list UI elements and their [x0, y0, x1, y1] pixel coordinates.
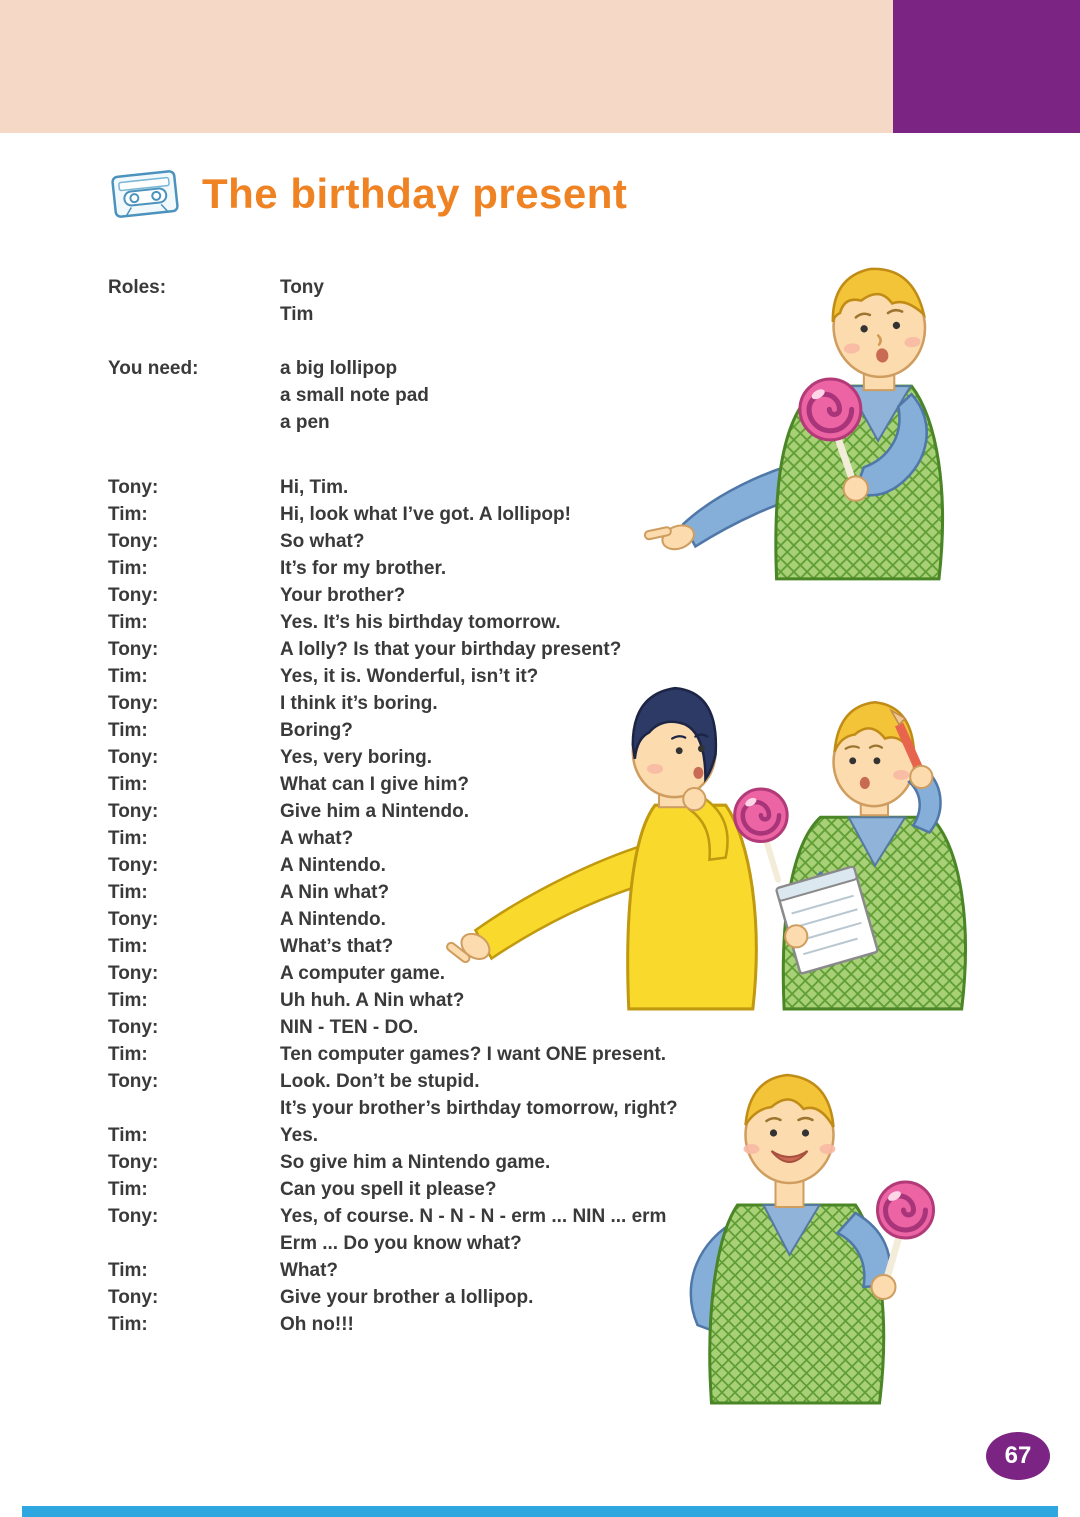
dialogue-line: Give him a Nintendo.: [280, 801, 469, 822]
dialogue-line: Boring?: [280, 720, 353, 741]
dialogue-line: Look. Don’t be stupid.: [280, 1071, 480, 1092]
role-name: Tim: [280, 304, 314, 325]
dialogue-line: Oh no!!!: [280, 1314, 354, 1335]
dialogue-line: Erm ... Do you know what?: [280, 1233, 522, 1254]
speaker-name: Tony:: [108, 477, 159, 498]
dialogue-line: Yes. It’s his birthday tomorrow.: [280, 612, 561, 633]
dialogue-line: Yes.: [280, 1125, 319, 1146]
speaker-name: Tony:: [108, 693, 159, 714]
speaker-name: Tim:: [108, 936, 148, 957]
speaker-name: Tim:: [108, 990, 148, 1011]
speaker-name: Tony:: [108, 585, 159, 606]
dialogue-row: [108, 609, 748, 636]
speaker-name: Tim:: [108, 504, 148, 525]
dialogue-line: So give him a Nintendo game.: [280, 1152, 551, 1173]
dialogue-line: Yes, it is. Wonderful, isn’t it?: [280, 666, 539, 687]
dialogue-line: What can I give him?: [280, 774, 469, 795]
boy-tim-writing: [776, 702, 965, 1009]
speaker-name: Tim:: [108, 720, 148, 741]
speaker-name: Tony:: [108, 1017, 159, 1038]
speaker-name: Tony:: [108, 747, 159, 768]
title-row: [110, 168, 627, 220]
dialogue-line: Ten computer games? I want ONE present.: [280, 1044, 667, 1065]
boy-tim: [691, 1075, 934, 1403]
dialogue-line: What?: [280, 1260, 339, 1281]
dialogue-line: Your brother?: [280, 585, 406, 606]
dialogue-line: Hi, look what I’ve got. A lollipop!: [280, 504, 571, 525]
page-title: The birthday present: [202, 170, 628, 217]
you-need-item: a small note pad: [280, 385, 429, 406]
dialogue-row: [108, 636, 748, 663]
speaker-name: Tim:: [108, 558, 148, 579]
page-number-badge: [986, 1432, 1050, 1480]
illustration-boy-lollipop-top: [620, 242, 990, 587]
dialogue-line: A Nintendo.: [280, 855, 386, 876]
speaker-name: Tim:: [108, 774, 148, 795]
dialogue-line: A lolly? Is that your birthday present?: [280, 639, 622, 660]
illustration-boy-lollipop-bottom: [635, 1035, 1000, 1410]
speaker-name: [108, 1095, 280, 1122]
speaker-name: Tim:: [108, 1314, 148, 1335]
dialogue-line: So what?: [280, 531, 365, 552]
speaker-name: Tim:: [108, 1260, 148, 1281]
speaker-name: Tim:: [108, 1179, 148, 1200]
speaker-name: Tony:: [108, 909, 159, 930]
dialogue-line: Give your brother a lollipop.: [280, 1287, 534, 1308]
role-name: Tony: [280, 277, 324, 298]
boy-tim: [644, 264, 942, 579]
you-need-label: You need:: [108, 358, 199, 379]
cassette-tape-icon: [110, 168, 180, 220]
dialogue-line: I think it’s boring.: [280, 693, 438, 714]
footer-bar: [22, 1506, 1058, 1517]
you-need-item: a pen: [280, 412, 330, 433]
dialogue-line: What’s that?: [280, 936, 394, 957]
speaker-name: Tony:: [108, 1287, 159, 1308]
you-need-item: a big lollipop: [280, 358, 398, 379]
speaker-name: [108, 1230, 280, 1257]
speaker-name: Tony:: [108, 855, 159, 876]
speaker-name: Tim:: [108, 666, 148, 687]
dialogue-line: Yes, of course. N - N - N - erm ... NIN ... erm: [280, 1206, 667, 1227]
speaker-name: Tony:: [108, 1152, 159, 1173]
dialogue-line: It’s your brother’s birthday tomorrow, right?: [280, 1098, 678, 1119]
top-banner-purple-block: [893, 0, 1080, 133]
boy-tony: [445, 688, 756, 1009]
roles-label: Roles:: [108, 277, 167, 298]
speaker-name: Tony:: [108, 531, 159, 552]
dialogue-line: Hi, Tim.: [280, 477, 349, 498]
dialogue-line: A what?: [280, 828, 354, 849]
speaker-name: Tim:: [108, 828, 148, 849]
dialogue-line: A computer game.: [280, 963, 446, 984]
speaker-name: Tony:: [108, 1071, 159, 1092]
speaker-name: Tim:: [108, 612, 148, 633]
speaker-name: Tim:: [108, 1125, 148, 1146]
dialogue-line: Can you spell it please?: [280, 1179, 497, 1200]
illustration-two-boys: [425, 665, 1000, 1020]
speaker-name: Tim:: [108, 1044, 148, 1065]
page-number: 67: [1004, 1442, 1032, 1469]
speaker-name: Tim:: [108, 882, 148, 903]
top-banner: [0, 0, 893, 133]
dialogue-line: It’s for my brother.: [280, 558, 447, 579]
dialogue-line: A Nin what?: [280, 882, 390, 903]
speaker-name: Tony:: [108, 963, 159, 984]
dialogue-line: Yes, very boring.: [280, 747, 433, 768]
dialogue-line: Uh huh. A Nin what?: [280, 990, 465, 1011]
dialogue-line: NIN - TEN - DO.: [280, 1017, 419, 1038]
dialogue-line: A Nintendo.: [280, 909, 386, 930]
speaker-name: Tony:: [108, 801, 159, 822]
speaker-name: Tony:: [108, 639, 159, 660]
speaker-name: Tony:: [108, 1206, 159, 1227]
